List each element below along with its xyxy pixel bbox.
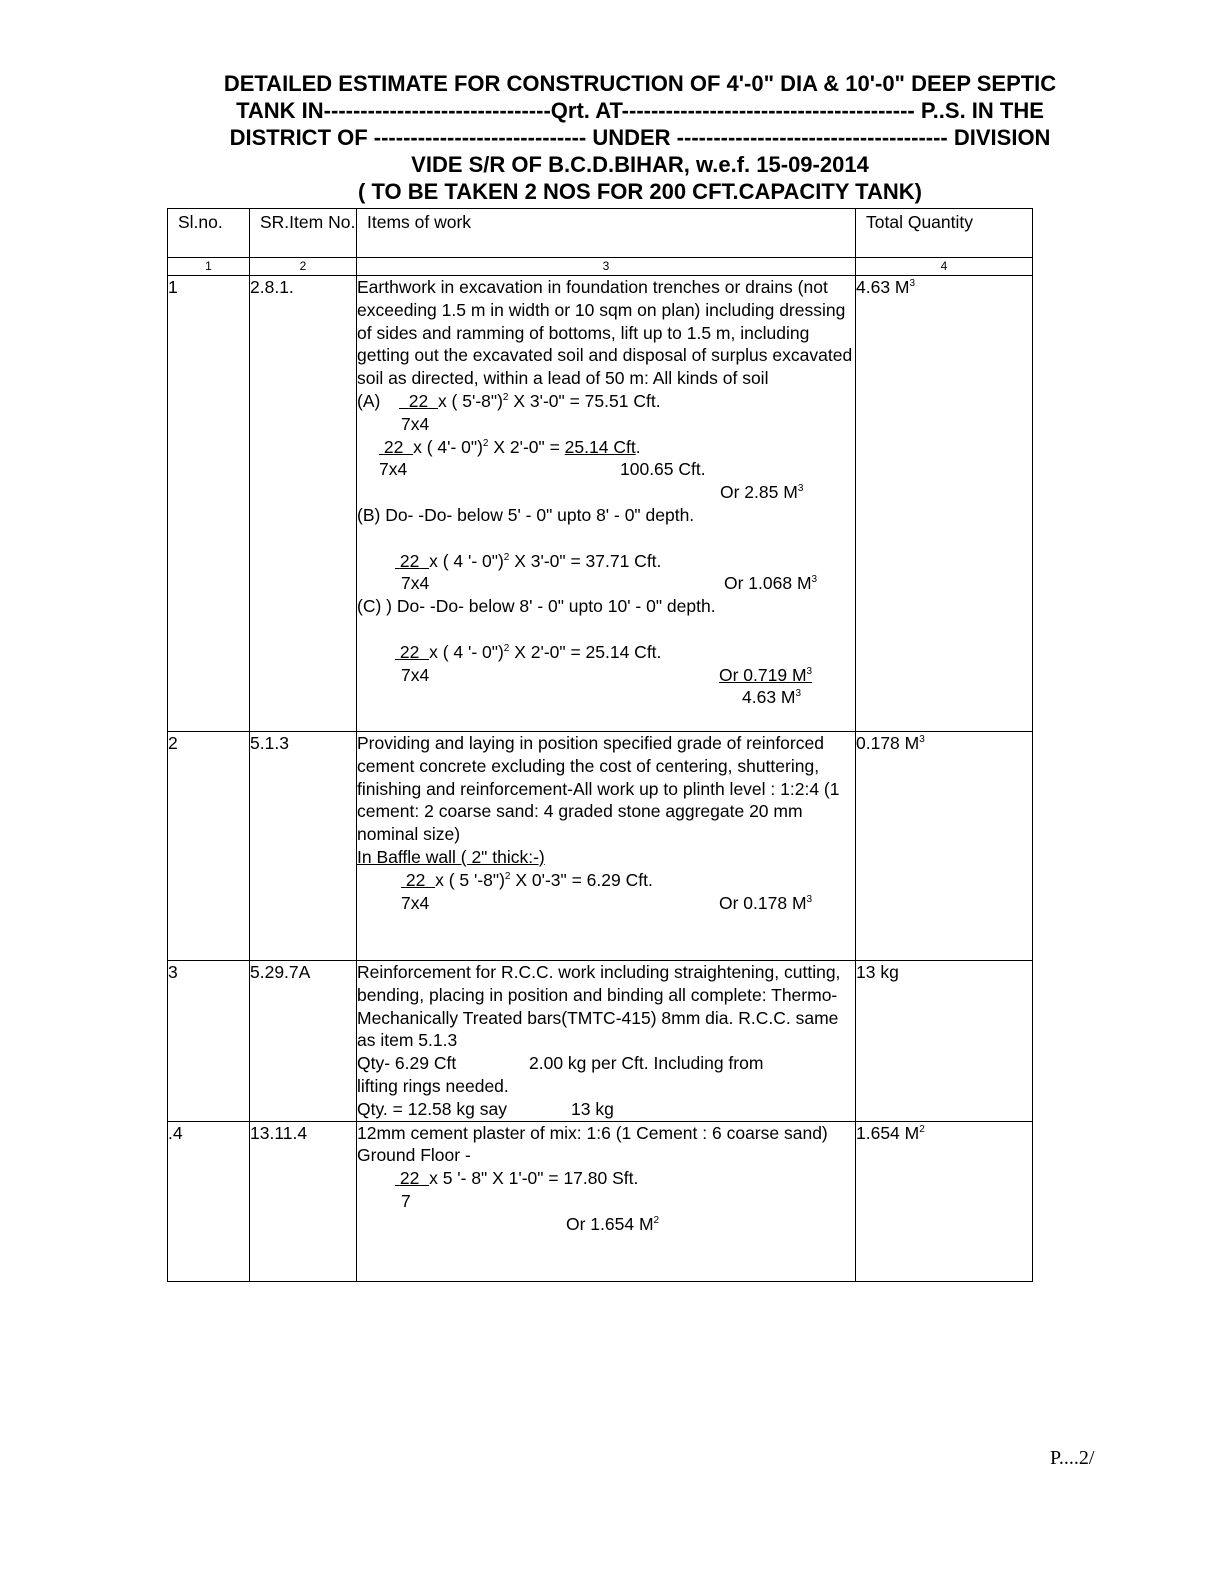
- quantity-value: 4.63 M: [856, 277, 910, 297]
- calc-result: 13 kg: [571, 1098, 614, 1119]
- header-items-of-work: Items of work: [357, 209, 856, 258]
- calc-term: lifting rings needed.: [357, 1075, 509, 1096]
- title-line-2: TANK IN-------------------------------Qrt. AT---------------------------------------- P..S. IN THE: [236, 98, 1044, 123]
- calc-denominator: 7x4: [401, 892, 430, 913]
- title-line-4: VIDE S/R OF B.C.D.BIHAR, w.e.f. 15-09-2014: [411, 152, 869, 177]
- table-row: [168, 732, 1033, 961]
- calculation-block: [357, 390, 855, 709]
- calc-label: (A): [357, 390, 381, 411]
- calc-sup: 2: [503, 551, 510, 563]
- calculation-block: [357, 1052, 855, 1120]
- calculation-block: [357, 1144, 855, 1235]
- page-continuation-label: P....2/: [1050, 1447, 1095, 1469]
- table-row: [168, 276, 1033, 732]
- row-sr-item: 5.29.7A: [250, 961, 357, 1122]
- quantity-unit-sup: 2: [919, 1123, 925, 1135]
- calc-result: X 2'-0" =: [488, 436, 565, 457]
- calc-sup: 3: [797, 483, 804, 495]
- calc-sup: 3: [811, 574, 818, 586]
- calc-result: X 3'-0" = 37.71 Cft.: [509, 550, 662, 571]
- calc-result: X 0'-3" = 6.29 Cft.: [510, 869, 653, 890]
- calc-numerator: 22: [383, 436, 404, 457]
- document-title: [150, 70, 1130, 205]
- row-sr-item: 5.1.3: [250, 732, 357, 961]
- calc-term: x ( 4'- 0"): [413, 436, 483, 457]
- column-number: 1: [168, 258, 250, 276]
- calc-subtotal: 100.65 Cft.: [620, 459, 706, 480]
- calculation-block: [357, 846, 855, 914]
- calc-sup: 2: [503, 642, 510, 654]
- table-row: [168, 1121, 1033, 1281]
- column-number: 2: [250, 258, 357, 276]
- calc-numerator: 22: [405, 869, 426, 890]
- column-number: 3: [357, 258, 856, 276]
- calc-term: x ( 5'-8"): [437, 390, 503, 411]
- table-header-row: [168, 209, 1033, 258]
- calc-metric: Or 1.068 M: [724, 573, 812, 594]
- calc-denominator: 7x4: [401, 573, 430, 594]
- calc-sup: 2: [502, 391, 509, 403]
- row-total-quantity: [856, 732, 1033, 961]
- title-line-5: ( TO BE TAKEN 2 NOS FOR 200 CFT.CAPACITY TANK): [358, 179, 922, 204]
- calc-label: (C) ) Do- -Do- below 8' - 0" upto 10' - 0" depth.: [357, 596, 716, 617]
- item-text: Reinforcement for R.C.C. work including straightening, cutting, bending, placing in position and binding all complete: Thermo-Mechanically Treated bars(TMTC-415) 8mm dia. R.C.C. same as item 5.1.3: [357, 962, 841, 1051]
- quantity-unit-sup: 3: [909, 278, 916, 289]
- calc-numerator: 22: [399, 550, 420, 571]
- calc-result: X 2'-0" = 25.14 Cft.: [509, 641, 662, 662]
- calc-result: x 5 '- 8" X 1'-0" = 17.80 Sft.: [429, 1168, 639, 1189]
- calc-sup: 2: [653, 1214, 660, 1226]
- row-sl-no: 2: [168, 732, 250, 961]
- calc-result: X 3'-0" = 75.51 Cft.: [508, 390, 661, 411]
- calc-term: x ( 4 '- 0"): [429, 550, 504, 571]
- quantity-value: 0.178 M: [856, 733, 920, 753]
- calc-subheading: In Baffle wall ( 2" thick:-): [357, 846, 545, 867]
- row-item-description: [357, 276, 856, 732]
- title-line-1: DETAILED ESTIMATE FOR CONSTRUCTION OF 4'-0" DIA & 10'-0" DEEP SEPTIC: [223, 71, 1057, 96]
- title-line-3: DISTRICT OF ----------------------------- UNDER ------------------------------------- DIVISION: [229, 125, 1051, 150]
- calc-denominator: 7x4: [379, 459, 408, 480]
- calc-metric: Or 0.178 M: [719, 892, 807, 913]
- calc-sup: 2: [504, 870, 511, 882]
- calc-subheading: Ground Floor -: [357, 1145, 471, 1166]
- item-text: Providing and laying in position specified grade of reinforced cement concrete excluding the cost of centering, shuttering, finishing and reinforcement-All work up to plinth level : 1:2:4 (1 cement: 2 coarse sand: 4 graded stone aggregate 20 mm nominal size): [357, 733, 840, 845]
- table-row: [168, 961, 1033, 1122]
- row-total-quantity: 13 kg: [856, 961, 1033, 1122]
- calc-sup: 2: [482, 437, 489, 449]
- row-item-description: [357, 732, 856, 961]
- calc-sup: 3: [806, 665, 813, 677]
- calc-term: x ( 4 '- 0"): [429, 641, 504, 662]
- calc-total: 4.63 M: [742, 687, 796, 708]
- calc-numerator: 22: [399, 1168, 420, 1189]
- column-number: 4: [856, 258, 1033, 276]
- calc-numerator: 22: [408, 390, 429, 411]
- calc-numerator: 22: [399, 641, 420, 662]
- calc-metric: Or 1.654 M: [566, 1213, 654, 1234]
- calc-sup: 3: [795, 688, 802, 700]
- calc-denominator: 7: [401, 1190, 411, 1211]
- calc-term: Qty- 6.29 Cft: [357, 1053, 457, 1074]
- row-sl-no: 1: [168, 276, 250, 732]
- item-text: Earthwork in excavation in foundation trenches or drains (not exceeding 1.5 m in width or 10 sqm on plan) including dressing of sides and ramming of bottoms, lift up to 1.5 m, including getting out the excavated soil and disposal of surplus excavated soil as directed, within a lead of 50 m: All kinds of soil: [357, 277, 853, 389]
- row-sl-no: .4: [168, 1121, 250, 1281]
- row-item-description: [357, 961, 856, 1122]
- row-sr-item: 2.8.1.: [250, 276, 357, 732]
- header-sl-no: Sl.no.: [168, 209, 250, 258]
- calc-result: 25.14 Cft: [564, 436, 636, 457]
- calc-term: x ( 5 '-8"): [435, 869, 505, 890]
- item-text: 12mm cement plaster of mix: 1:6 (1 Cement : 6 coarse sand): [357, 1122, 828, 1143]
- calc-metric: Or 0.719 M: [719, 664, 807, 685]
- row-item-description: [357, 1121, 856, 1281]
- calc-term: Qty. = 12.58 kg say: [357, 1098, 507, 1119]
- calc-label: (B) Do- -Do- below 5' - 0" upto 8' - 0" depth.: [357, 504, 695, 525]
- row-sl-no: 3: [168, 961, 250, 1122]
- calc-denominator: 7x4: [401, 664, 430, 685]
- calc-term: 2.00 kg per Cft. Including from: [529, 1053, 764, 1074]
- calc-sup: 3: [806, 893, 813, 905]
- row-total-quantity: [856, 1121, 1033, 1281]
- row-total-quantity: [856, 276, 1033, 732]
- calc-dot: .: [635, 436, 641, 457]
- calc-denominator: 7x4: [401, 413, 430, 434]
- quantity-value: 1.654 M: [856, 1122, 920, 1143]
- header-sr-item: SR.Item No.: [250, 209, 357, 258]
- calc-metric: Or 2.85 M: [720, 482, 798, 503]
- column-number-row: [168, 258, 1033, 276]
- header-total-quantity: Total Quantity: [856, 209, 1033, 258]
- estimate-table: [167, 208, 1033, 1282]
- row-sr-item: 13.11.4: [250, 1121, 357, 1281]
- quantity-unit-sup: 3: [919, 734, 925, 745]
